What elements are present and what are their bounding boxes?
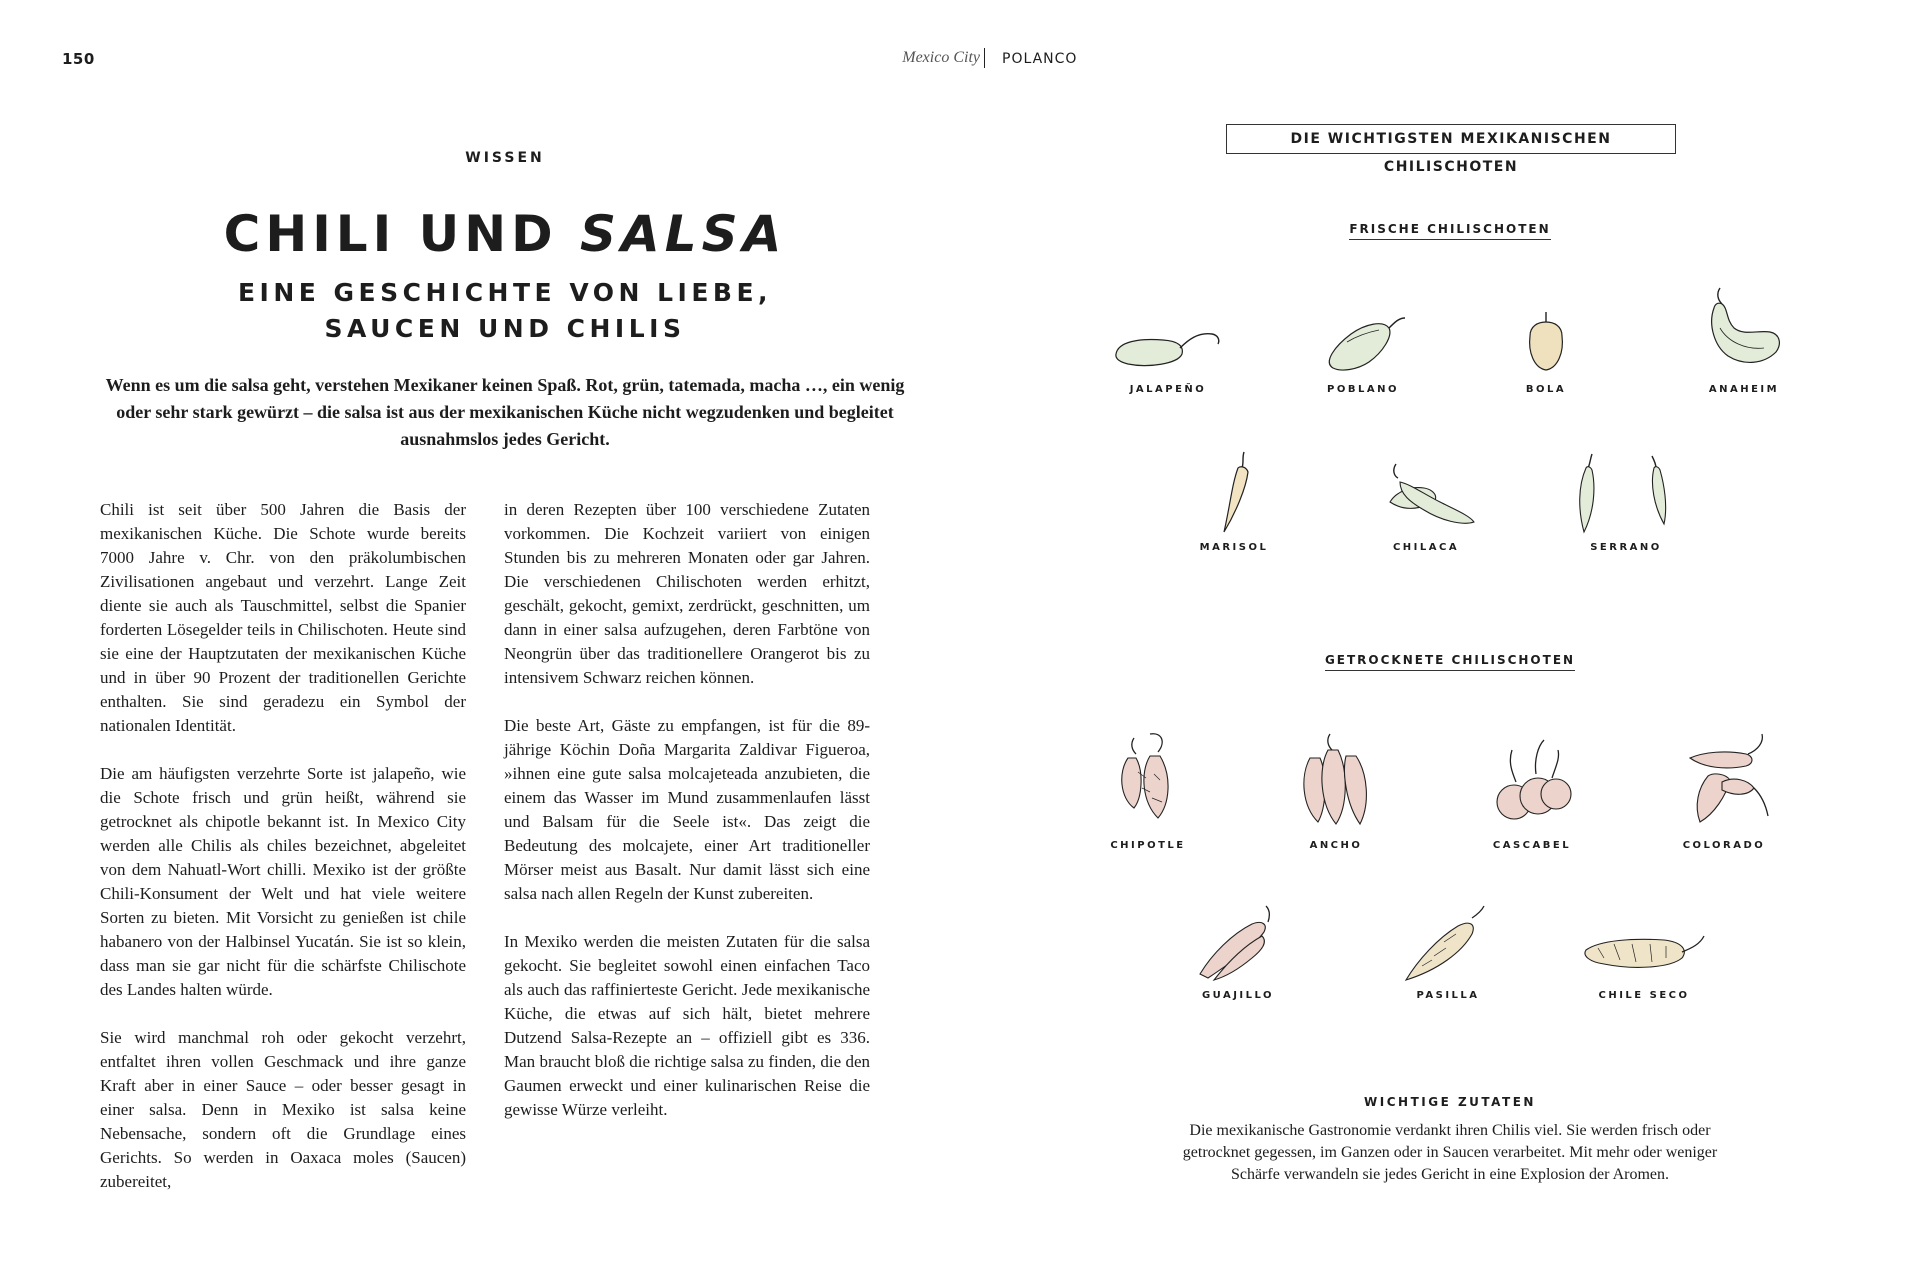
fresh-chilis-heading (1100, 222, 1800, 236)
dried-chilis-heading-text: GETROCKNETE CHILISCHOTEN (1325, 653, 1575, 671)
ancho-illustration (1276, 728, 1396, 834)
text-column-1 (100, 498, 466, 1218)
chili-label: POBLANO (1327, 384, 1399, 395)
paragraph: in deren Rezepten über 100 verschiedene Zutaten vorkommen. Die Kochzeit variiert von einigen Stunden bis zu mehreren Monaten oder gar Jahren. Die verschiedenen Chilischoten werden erhitzt, geschält, gekocht, gemixt, zerdrückt, geschnitten, um dann in einer salsa aufzugehen, deren Farbtöne von Neongrün über das traditionellere Orangerot bis zu intensivem Schwarz reichen können. (504, 500, 870, 687)
chili-poblano (1283, 312, 1443, 395)
chili-label: CASCABEL (1492, 840, 1572, 851)
running-header (700, 48, 1120, 72)
page-number: 150 (62, 50, 95, 68)
chili-label: JALAPEÑO (1129, 384, 1207, 395)
chili-colorado (1644, 730, 1804, 851)
bola-illustration (1486, 306, 1606, 378)
chili-cascabel (1452, 732, 1612, 851)
subtitle-line-2: SAUCEN UND CHILIS (324, 314, 686, 343)
pasilla-illustration (1388, 902, 1508, 984)
chili-label: COLORADO (1682, 840, 1766, 851)
running-header-district: POLANCO (1002, 51, 1078, 67)
chili-chilaca (1346, 456, 1506, 553)
paragraph: Die am häufigsten verzehrte Sorte ist jalapeño, wie die Schote frisch und grün heißt, während sie getrocknet als chipotle bekannt ist. In Mexico City werden alle Chilis als chiles bezeichnet, abgeleitet von dem Nahuatl-Wort chilli. Mexiko ist der größte Chili-Konsument der Welt und hat viele weitere Sorten zu bieten. Mit Vorsicht zu genießen ist chile habanero von der Halbinsel Yucatán. Sie ist so klein, dass man sie gar nicht für die schärfste Chilischote des Landes halten würde. (100, 764, 466, 999)
anaheim-illustration (1684, 284, 1804, 378)
chili-label: BOLA (1525, 384, 1567, 395)
chili-bola (1466, 306, 1626, 395)
ingredients-text: Die mexikanische Gastronomie verdankt ihren Chilis viel. Sie werden frisch oder getrocknet gegessen, im Ganzen oder in Saucen verarbeitet. Mit mehr oder weniger Schärfe verwandeln sie jedes Gericht in eine Explosion der Aromen. (1182, 1122, 1718, 1183)
serrano-illustration (1556, 450, 1696, 536)
chili-guajillo (1158, 900, 1318, 1001)
paragraph: In Mexiko werden die meisten Zutaten für die salsa gekocht. Sie begleitet sowohl einen einfachen Taco als auch das raffinierteste Gericht. Jede mexikanische Küche, die etwas auf sich hält, bietet mehrere Dutzend Salsa-Rezepte an – offiziell gibt es 336. Man braucht bloß die richtige salsa zu finden, die den Gaumen erweckt und einer kulinarischen Reise die gewisse Würze verleiht. (504, 932, 870, 1119)
chili-label: CHIPOTLE (1110, 840, 1186, 851)
chile-seco-illustration (1574, 928, 1714, 984)
article-subtitle (0, 275, 1010, 347)
section-kicker: WISSEN (465, 150, 545, 166)
title-italic: SALSA (580, 205, 787, 263)
chili-jalapeno (1088, 318, 1248, 395)
chili-pasilla (1368, 902, 1528, 1001)
paragraph: Chili ist seit über 500 Jahren die Basis der mexikanischen Küche. Die Schote wurde bereits 7000 Jahre v. Chr. von den präkolumbischen Zivilisationen angebaut und verzehrt. Lange Zeit diente sie auch als Tauschmittel, selbst die Spanier forderten Lösegelder teils in Chilischoten. Heute sind sie eine der Hauptzutaten der mexikanischen Küche und in über 90 Prozent der traditionellen Gerichte enthalten. Sie sind geradezu ein Symbol der nationalen Identität. (100, 500, 466, 735)
chili-ancho (1256, 728, 1416, 851)
chili-anaheim (1664, 284, 1824, 395)
chipotle-illustration (1088, 728, 1208, 834)
colorado-illustration (1664, 730, 1784, 834)
fresh-chilis-heading-text: FRISCHE CHILISCHOTEN (1349, 222, 1550, 240)
lead-paragraph: Wenn es um die salsa geht, verstehen Mexikaner keinen Spaß. Rot, grün, tatemada, macha …, ein wenig oder sehr stark gewürzt – die salsa ist aus der mexikanischen Küche nicht wegzudenken und begleitet ausnahmslos jedes Gericht. (105, 375, 905, 449)
dried-chilis-heading (1100, 653, 1800, 667)
subtitle-line-1: EINE GESCHICHTE VON LIEBE, (237, 278, 773, 307)
chili-marisol (1154, 448, 1314, 553)
paragraph: Die beste Art, Gäste zu empfangen, ist für die 89-jährige Köchin Doña Margarita Zaldivar Figueroa, »ihnen eine gute salsa molcajeteada anzubieten, die einem das Wasser im Mund zusammenlaufen lässt und Balsam für die Seele ist«. Das zeigt die Bedeutung des molcajete, einer Art traditioneller Mörser meist aus Basalt. Nur damit lässt sich eine salsa nach allen Regeln der Kunst zubereiten. (504, 716, 870, 903)
header-divider (984, 48, 985, 68)
chili-label: CHILACA (1392, 542, 1460, 553)
running-header-city: Mexico City (902, 49, 980, 66)
chili-label: CHILE SECO (1598, 990, 1690, 1001)
chili-label: PASILLA (1416, 990, 1480, 1001)
ingredients-heading: WICHTIGE ZUTATEN (1364, 1095, 1536, 1109)
title-main: CHILI UND (223, 205, 558, 263)
chili-label: ANCHO (1309, 840, 1363, 851)
chilaca-illustration (1366, 456, 1486, 536)
paragraph: Sie wird manchmal roh oder gekocht verzehrt, entfaltet ihren vollen Geschmack und ihre ganze Kraft aber in einer Sauce – oder besser gesagt in einer salsa. Denn in Mexiko ist salsa keine Nebensache, sondern oft die Grundlage eines Gerichts. So werden in Oaxaca moles (Saucen) zubereitet, (100, 1028, 466, 1191)
text-column-2 (504, 498, 870, 1146)
chili-chipotle (1068, 728, 1228, 851)
chili-label: ANAHEIM (1708, 384, 1780, 395)
jalapeno-illustration (1108, 318, 1228, 378)
chili-label: GUAJILLO (1201, 990, 1275, 1001)
marisol-illustration (1174, 448, 1294, 536)
chili-label: SERRANO (1590, 542, 1662, 553)
guajillo-illustration (1178, 900, 1298, 984)
chili-serrano (1546, 450, 1706, 553)
chili-label: MARISOL (1199, 542, 1269, 553)
article-title (0, 205, 1010, 263)
poblano-illustration (1303, 312, 1423, 378)
chili-seco (1564, 928, 1724, 1001)
chili-box-title: DIE WICHTIGSTEN MEXIKANISCHEN CHILISCHOTEN (1226, 124, 1676, 154)
cascabel-illustration (1472, 732, 1592, 834)
